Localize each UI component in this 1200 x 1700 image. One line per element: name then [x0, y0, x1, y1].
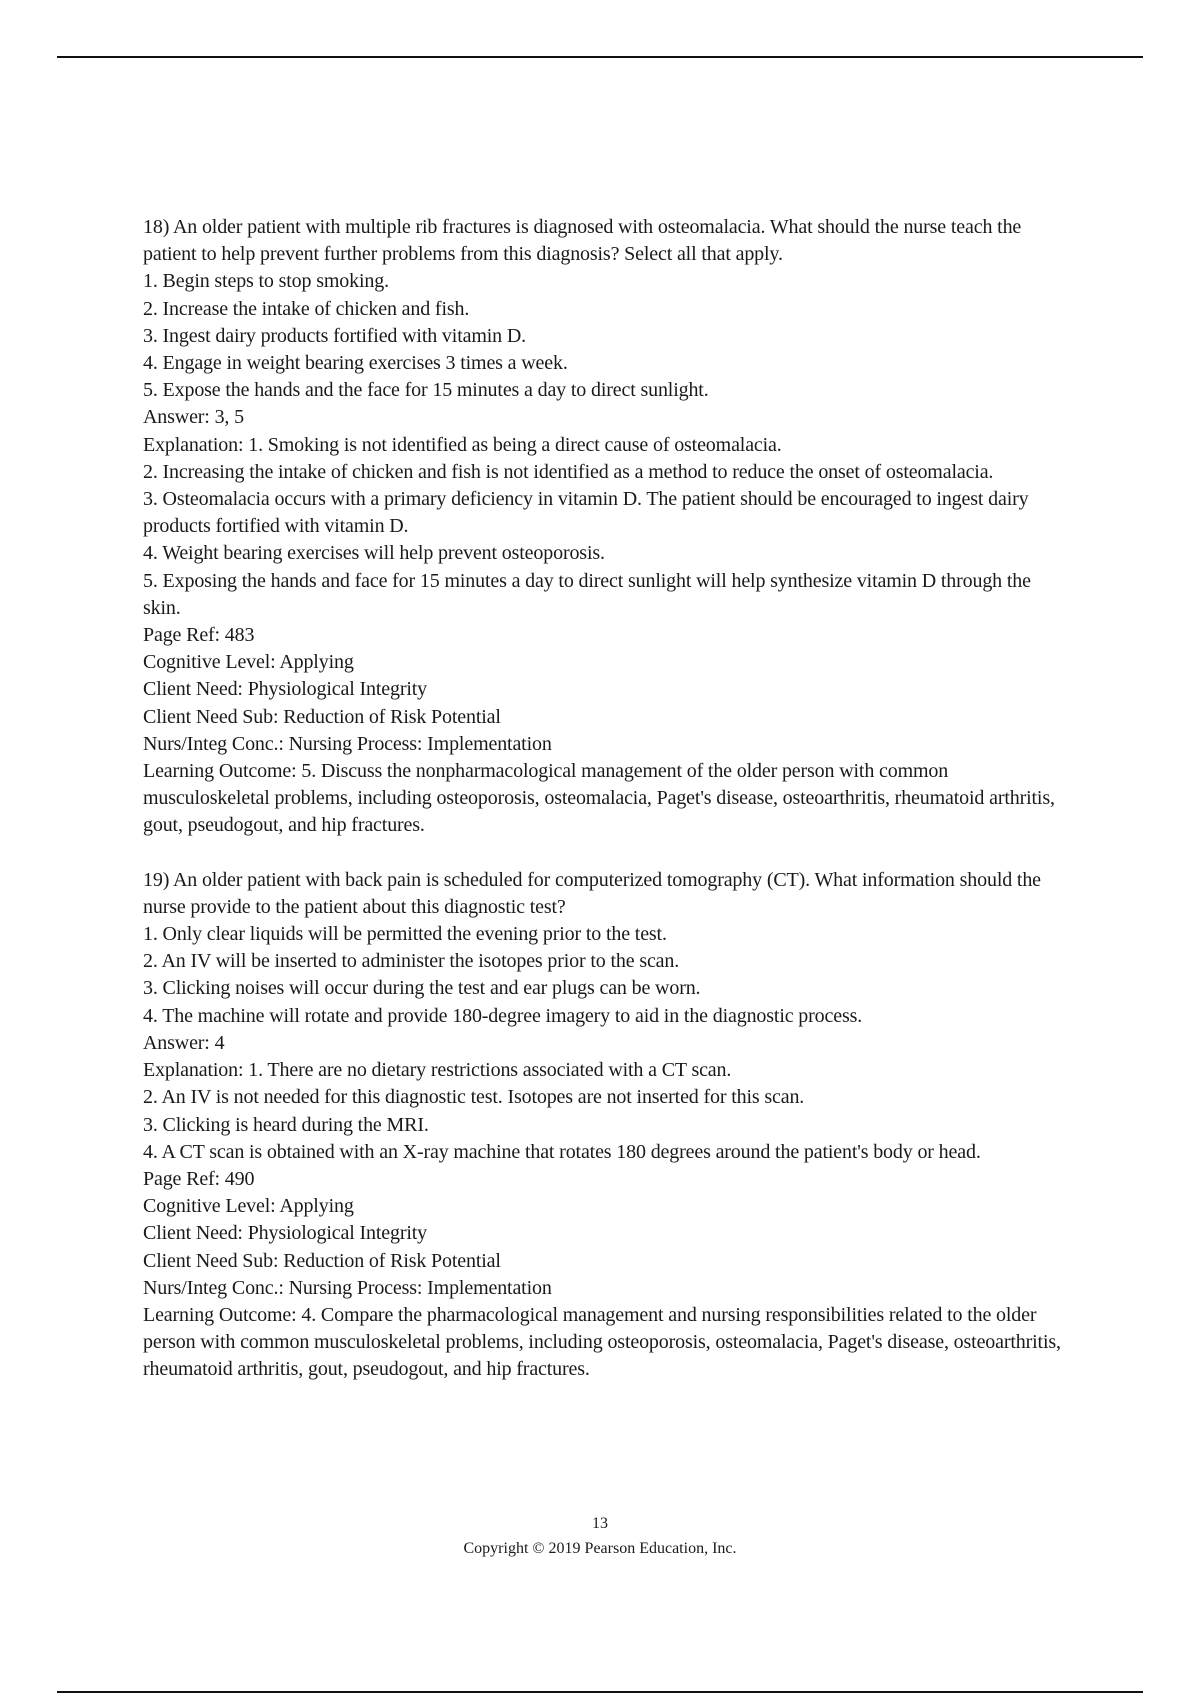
explanation-line: 4. Weight bearing exercises will help prevent osteoporosis. [143, 542, 605, 565]
explanation-line: 2. An IV is not needed for this diagnostic test. Isotopes are not inserted for this scan. [143, 1086, 805, 1109]
explanation-line: Explanation: 1. Smoking is not identified as being a direct cause of osteomalacia. [143, 433, 782, 456]
answer-option: 3. Clicking noises will occur during the test and ear plugs can be worn. [143, 977, 701, 1000]
explanation-line: 4. A CT scan is obtained with an X-ray machine that rotates 180 degrees around the patient's body or head. [143, 1140, 981, 1163]
answer-option: 2. An IV will be inserted to administer the isotopes prior to the scan. [143, 950, 680, 973]
explanation-line: 3. Clicking is heard during the MRI. [143, 1113, 429, 1136]
cognitive-level: Cognitive Level: Applying [143, 1195, 354, 1218]
answer-option: 1. Only clear liquids will be permitted the evening prior to the test. [143, 923, 667, 946]
nurs-integ-conc: Nurs/Integ Conc.: Nursing Process: Implementation [143, 732, 552, 755]
explanation-line: 2. Increasing the intake of chicken and fish is not identified as a method to reduce the onset of osteomalacia. [143, 460, 994, 483]
answer-option: 4. Engage in weight bearing exercises 3 times a week. [143, 352, 568, 375]
page-number: 13 [592, 1515, 608, 1532]
learning-outcome: Learning Outcome: 5. Discuss the nonpharmacological management of the older person with common musculoskeletal problems, including osteoporosis, osteomalacia, Paget's disease, osteoarthritis, rheumatoid arthritis, gout, pseudogout, and hip fractures. [143, 760, 1055, 837]
answer-key: Answer: 4 [143, 1031, 225, 1054]
top-rule [57, 56, 1143, 58]
answer-option: 5. Expose the hands and the face for 15 minutes a day to direct sunlight. [143, 379, 709, 402]
explanation-line: 3. Osteomalacia occurs with a primary deficiency in vitamin D. The patient should be encouraged to ingest dairy products fortified with vitamin D. [143, 488, 1029, 538]
bottom-rule [57, 1691, 1143, 1693]
page-footer [0, 1511, 1200, 1561]
answer-option: 3. Ingest dairy products fortified with vitamin D. [143, 324, 526, 347]
explanation-line: Explanation: 1. There are no dietary restrictions associated with a CT scan. [143, 1059, 732, 1082]
explanation-line: 5. Exposing the hands and face for 15 minutes a day to direct sunlight will help synthesize vitamin D through the skin. [143, 569, 1031, 619]
page-ref: Page Ref: 490 [143, 1167, 255, 1190]
learning-outcome: Learning Outcome: 4. Compare the pharmacological management and nursing responsibilities related to the older person with common musculoskeletal problems, including osteoporosis, osteomalacia, Paget's disease, osteoarthritis, rheumatoid arthritis, gout, pseudogout, and hip fractures. [143, 1303, 1061, 1381]
client-need: Client Need: Physiological Integrity [143, 1222, 427, 1245]
client-need-sub: Client Need Sub: Reduction of Risk Potential [143, 705, 501, 728]
question-19 [143, 867, 1073, 1384]
copyright-notice: Copyright © 2019 Pearson Education, Inc. [463, 1540, 737, 1557]
question-stem: 18) An older patient with multiple rib fractures is diagnosed with osteomalacia. What should the nurse teach the patient to help prevent further problems from this diagnosis? Select all that apply. [143, 216, 1022, 266]
page-ref: Page Ref: 483 [143, 624, 255, 647]
answer-key: Answer: 3, 5 [143, 406, 244, 429]
question-18 [143, 214, 1073, 840]
client-need-sub: Client Need Sub: Reduction of Risk Potential [143, 1249, 501, 1272]
document-body [143, 214, 1073, 1384]
answer-option: 1. Begin steps to stop smoking. [143, 270, 389, 293]
question-stem: 19) An older patient with back pain is scheduled for computerized tomography (CT). What information should the nurse provide to the patient about this diagnostic test? [143, 868, 1041, 918]
answer-option: 4. The machine will rotate and provide 180-degree imagery to aid in the diagnostic process. [143, 1004, 863, 1027]
answer-option: 2. Increase the intake of chicken and fish. [143, 297, 470, 320]
cognitive-level: Cognitive Level: Applying [143, 651, 354, 674]
nurs-integ-conc: Nurs/Integ Conc.: Nursing Process: Implementation [143, 1276, 552, 1299]
client-need: Client Need: Physiological Integrity [143, 678, 427, 701]
